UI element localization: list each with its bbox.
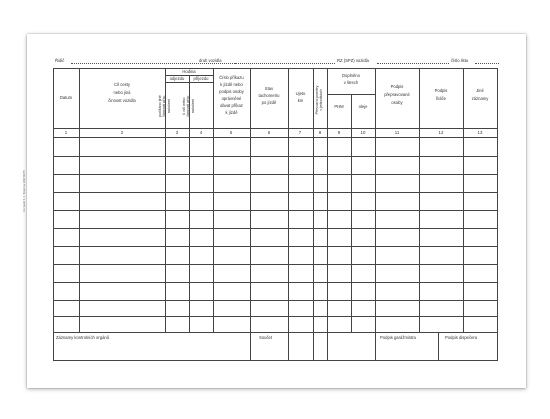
header-col4 xyxy=(182,91,196,121)
header-bottom-line xyxy=(53,128,498,129)
row-line xyxy=(53,246,498,247)
header-jine-2: záznamy xyxy=(471,96,489,101)
col-number: 1 xyxy=(64,130,68,135)
side-print-text: Formulář č. 1 Tiskárna 1997/3075 xyxy=(22,170,26,212)
header-col4-line3: naložení xyxy=(190,98,195,114)
col-line-dispecer xyxy=(438,332,439,360)
header-cislo-prikazu-5: dávat příkaz xyxy=(220,103,243,108)
col-line-9 xyxy=(351,94,352,332)
header-datum: Datum xyxy=(59,95,73,100)
header-cislo-prikazu-2: k jízdě nebo xyxy=(220,82,243,87)
col-number: 5 xyxy=(229,130,233,135)
col-line-1 xyxy=(79,68,80,332)
header-cil-cesty-3: činnost vozidla xyxy=(108,98,136,103)
footer-top-line xyxy=(53,332,498,333)
header-col3-line2: činnosti příp. xyxy=(162,95,167,117)
header-dopineno-1: Doplněno xyxy=(342,73,360,78)
row-line xyxy=(53,210,498,211)
table-border-bottom xyxy=(53,360,498,361)
header-prevozni-2: v jednotkách xyxy=(319,89,324,111)
header-podpis-prepr-2: přepravované xyxy=(384,92,410,97)
footer-soucet: Součet xyxy=(259,335,273,340)
row-line xyxy=(53,316,498,317)
header-stav-1: Stav xyxy=(264,86,274,91)
row-line xyxy=(53,192,498,193)
header-podpis-prepr-3: osoby xyxy=(391,100,403,105)
header-stav-2: tachometru xyxy=(258,93,280,98)
footer-zaznamy-organu: Záznamy kontrolních orgánů xyxy=(56,335,110,340)
col-number: 11 xyxy=(394,130,400,135)
header-col3 xyxy=(158,91,172,121)
header-cislo-prikazu-3: podpis osoby xyxy=(219,89,244,94)
header-podpis-prepr-1: Podpis xyxy=(390,84,404,89)
field-plate-label: RZ (SPZ) vozidla xyxy=(337,58,369,63)
col-number: 6 xyxy=(267,130,271,135)
header-col3-line1: počítáno jiné xyxy=(158,95,162,117)
col-number: 3 xyxy=(175,130,179,135)
header-col4-line2: činnosti příp. xyxy=(186,95,191,117)
table-border-top xyxy=(53,68,498,69)
header-podpis-ridice-2: řidiče xyxy=(435,96,446,101)
field-driver-label: Řidič xyxy=(55,58,65,63)
row-line xyxy=(53,156,498,157)
number-row-bottom-line xyxy=(53,137,498,138)
header-oleje: oleje xyxy=(358,104,368,109)
header-jine-1: Jiné xyxy=(476,88,484,93)
header-col3-line3: naložení xyxy=(166,98,171,114)
header-cislo-prikazu-1: Číslo příkazu xyxy=(219,75,244,80)
col-number: 4 xyxy=(199,130,203,135)
col-number: 13 xyxy=(477,130,483,135)
header-stav-3: po jízdě xyxy=(261,100,277,105)
header-col4-line1: k cíli nebo xyxy=(182,97,186,115)
footer-podpis-dispecera: Podpis dispečera xyxy=(445,335,478,340)
row-line xyxy=(53,264,498,265)
header-cislo-prikazu-6: k jízdě xyxy=(225,110,238,115)
footer-podpis-garazmistra: Podpis garážmistra xyxy=(380,335,416,340)
field-vehicle-type-label: druh vozidla xyxy=(199,58,222,63)
row-line xyxy=(53,300,498,301)
row-line xyxy=(53,282,498,283)
col-number: 8 xyxy=(318,130,322,135)
col-number: 2 xyxy=(120,130,124,135)
col-number: 9 xyxy=(337,130,341,135)
header-phm: PHM xyxy=(334,104,344,109)
header-prevozni xyxy=(315,76,325,124)
header-podpis-ridice-1: Podpis xyxy=(434,88,448,93)
row-line xyxy=(53,228,498,229)
header-hodina: Hodina xyxy=(182,69,196,74)
header-ujeto-1: Ujeto xyxy=(295,91,306,96)
col-line-12 xyxy=(463,68,464,332)
header-prevozni-1: Převozní poměry xyxy=(315,85,319,115)
col-number: 7 xyxy=(298,130,302,135)
field-sheet-number-label: číslo listu xyxy=(451,58,469,63)
header-prijezdu: příjezdu xyxy=(193,76,209,81)
col-line-11 xyxy=(419,68,420,332)
header-odjezdu: odjezdu xyxy=(169,76,185,81)
header-cislo-prikazu-4: oprávněné xyxy=(221,96,242,101)
col-number: 10 xyxy=(360,130,366,135)
header-dopineno-2: v litrech xyxy=(343,80,359,85)
header-cil-cesty-2: nebo jiná xyxy=(113,90,131,95)
header-cil-cesty-1: Cíl cesty xyxy=(113,82,131,87)
header-ujeto-2: km xyxy=(297,98,304,103)
col-number: 12 xyxy=(438,130,444,135)
row-line xyxy=(53,174,498,175)
